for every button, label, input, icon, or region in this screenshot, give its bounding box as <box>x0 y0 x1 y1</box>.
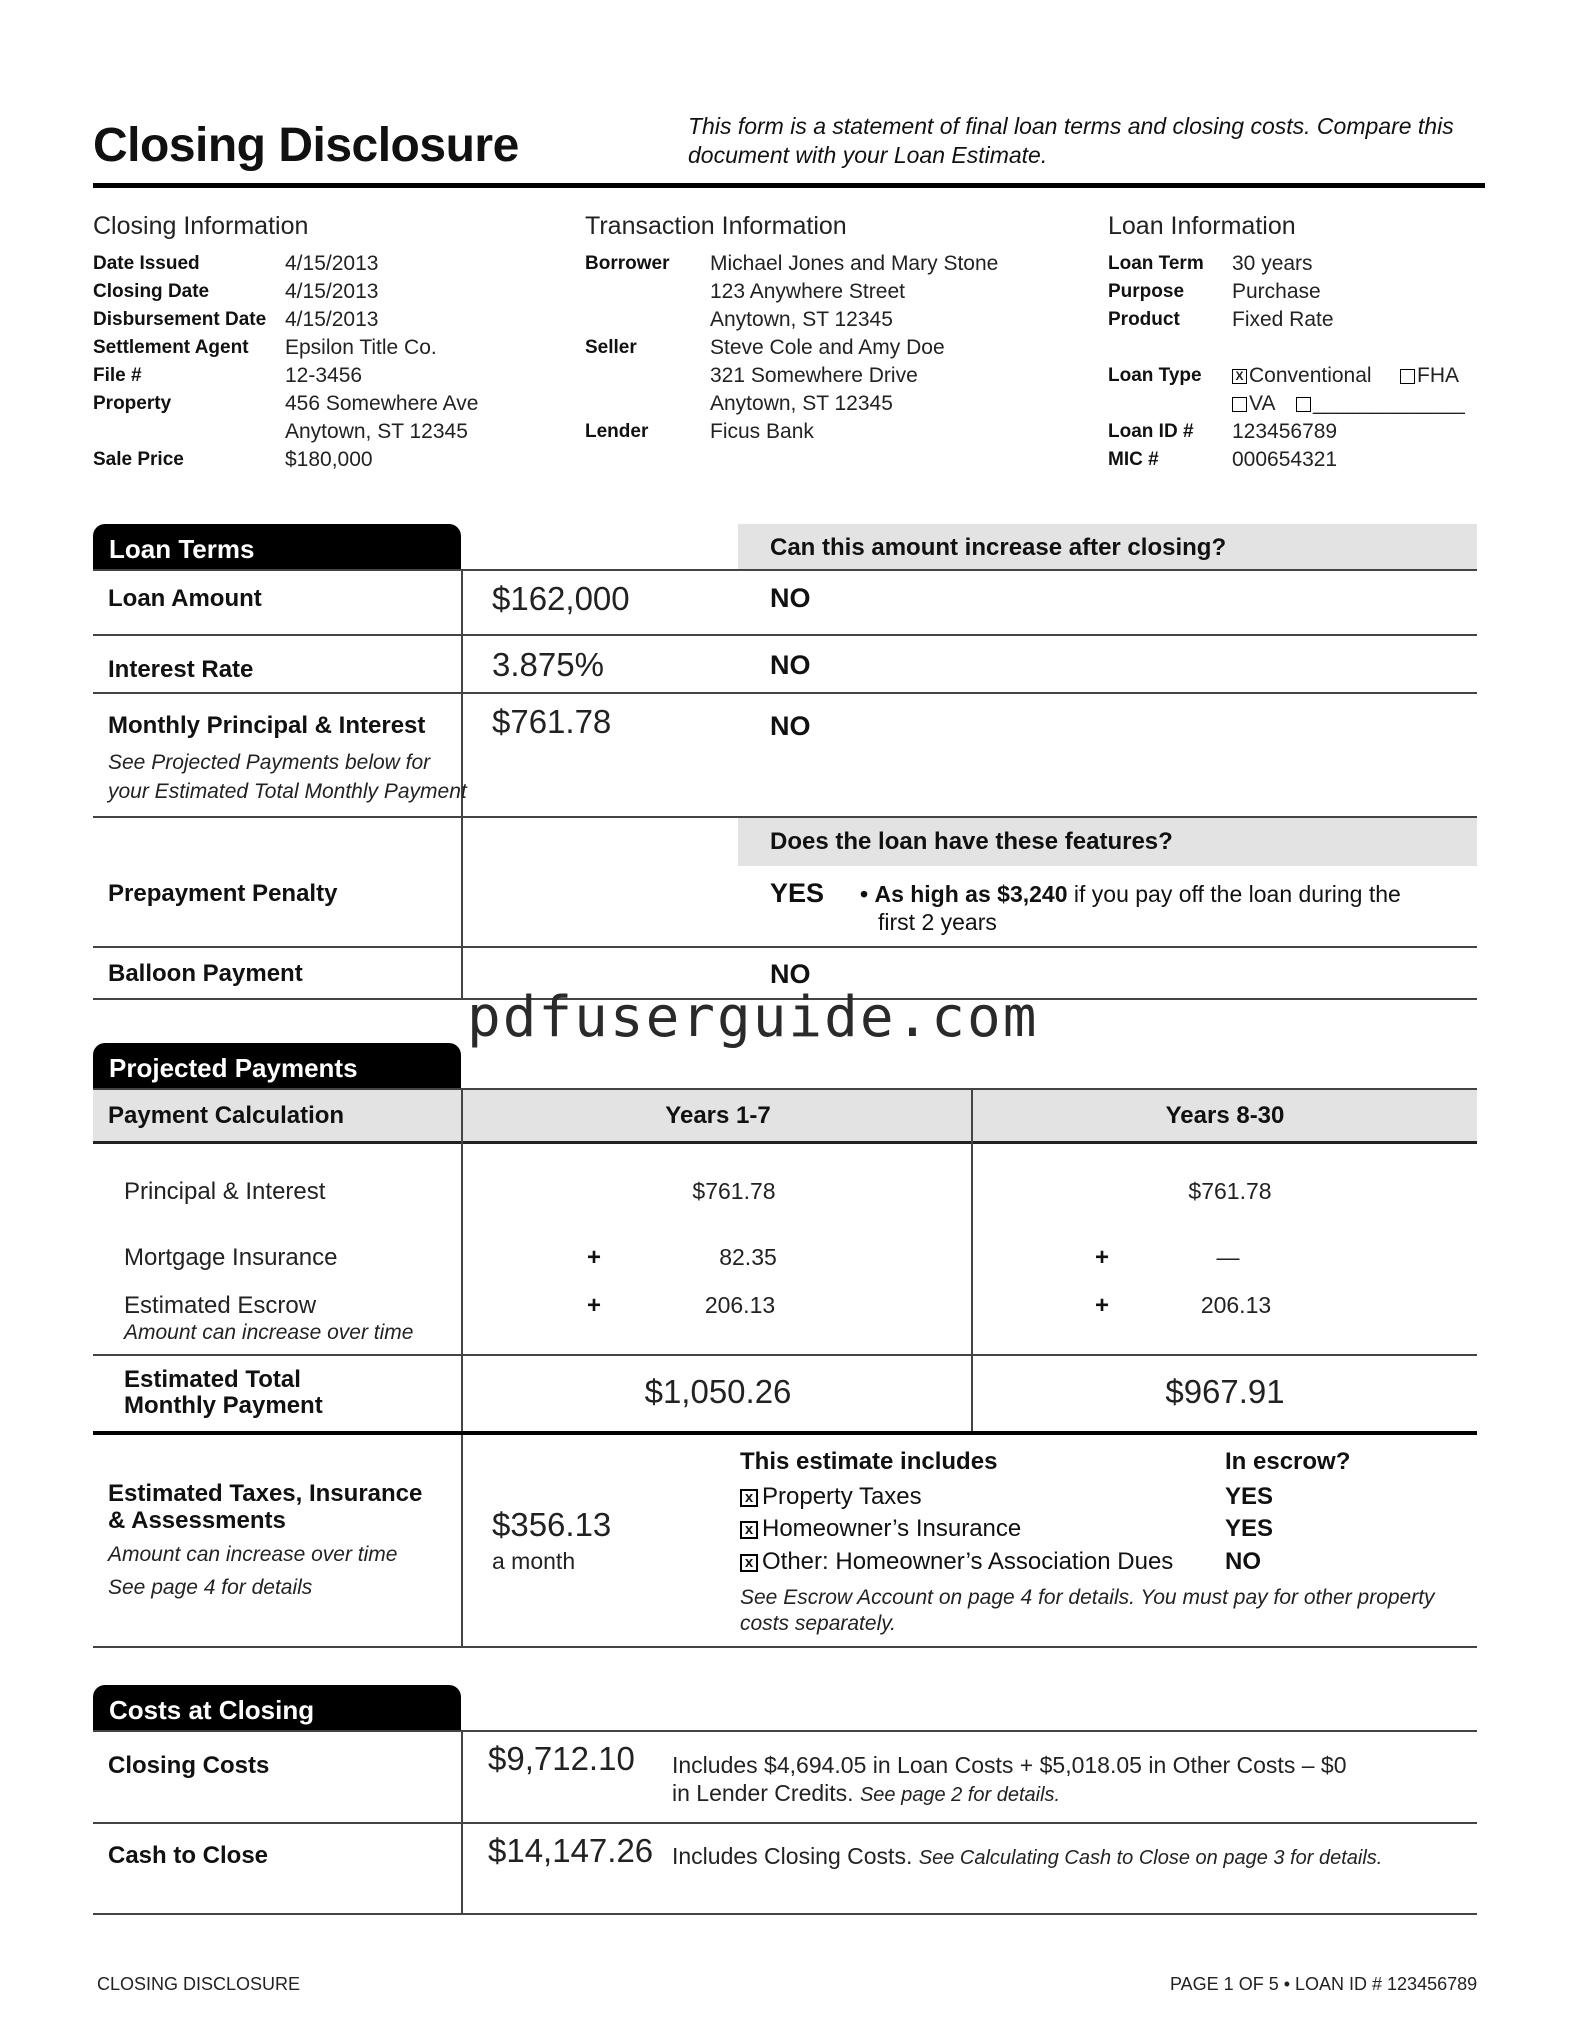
divider <box>93 1141 1477 1144</box>
watermark: pdfuserguide.com <box>467 985 1039 1050</box>
loan-type-va[interactable] <box>1232 390 1275 418</box>
borrower-address-line1: 123 Anywhere Street <box>710 280 905 303</box>
cash-to-close-desc-text: Includes Closing Costs. <box>672 1843 913 1869</box>
divider <box>93 1730 1477 1732</box>
taxes-note-1: Amount can increase over time <box>108 1543 398 1566</box>
closing-costs-amount: $9,712.10 <box>488 1740 635 1777</box>
payment-calculation-label: Payment Calculation <box>108 1102 345 1129</box>
features-question: Does the loan have these features? <box>770 828 1173 855</box>
escrow-years-8-30: 206.13 <box>1200 1292 1272 1318</box>
in-escrow-heading: In escrow? <box>1225 1448 1351 1475</box>
date-issued-label: Date Issued <box>93 253 200 274</box>
lender-value: Ficus Bank <box>710 420 814 443</box>
taxes-label-line1: Estimated Taxes, Insurance <box>108 1480 423 1507</box>
prepayment-penalty-detail <box>860 880 1460 909</box>
loan-term-label: Loan Term <box>1108 253 1204 274</box>
loan-amount-value: $162,000 <box>492 580 630 617</box>
total-years-8-30: $967.91 <box>1165 1373 1285 1410</box>
closing-costs-desc-2 <box>672 1780 1060 1807</box>
mortgage-insurance-label: Mortgage Insurance <box>124 1244 338 1271</box>
include-hoa-dues <box>740 1548 1173 1576</box>
divider <box>93 1646 1477 1648</box>
taxes-insurance-label <box>108 1480 422 1534</box>
plus-sign: + <box>1095 1244 1110 1271</box>
intro-text: This form is a statement of final loan terms and closing costs. Compare this document with your Loan Estimate. <box>688 113 1454 168</box>
loan-type-conventional[interactable] <box>1232 362 1372 390</box>
lender-label: Lender <box>585 421 649 442</box>
estimated-escrow-note: Amount can increase over time <box>124 1321 414 1344</box>
homeowners-insurance-checkbox-checked[interactable]: x <box>740 1521 758 1539</box>
cash-to-close-label: Cash to Close <box>108 1842 269 1869</box>
product-label: Product <box>1108 309 1180 330</box>
projected-payments-tab: Projected Payments <box>93 1043 461 1089</box>
balloon-payment-answer: NO <box>770 959 811 989</box>
va-checkbox[interactable] <box>1232 397 1247 412</box>
loan-type-label: Loan Type <box>1108 365 1202 386</box>
divider <box>93 634 1477 636</box>
property-label: Property <box>93 393 172 414</box>
fha-checkbox[interactable] <box>1400 369 1415 384</box>
pi-years-1-7: $761.78 <box>692 1178 776 1204</box>
date-issued-value: 4/15/2013 <box>285 252 379 275</box>
prepayment-detail-line2: first 2 years <box>878 909 997 935</box>
monthly-pi-label: Monthly Principal & Interest <box>108 712 426 739</box>
prepayment-penalty-answer: YES <box>770 878 825 908</box>
purpose-label: Purpose <box>1108 281 1185 302</box>
divider <box>93 1431 1477 1435</box>
disbursement-date-value: 4/15/2013 <box>285 308 379 331</box>
estimated-total-line1: Estimated Total <box>124 1366 301 1393</box>
pi-years-8-30: $761.78 <box>1188 1178 1272 1204</box>
other-type-blank: _____________ <box>1313 392 1465 415</box>
monthly-pi-answer: NO <box>770 711 811 741</box>
homeowners-insurance-label: Homeowner’s Insurance <box>762 1515 1022 1542</box>
borrower-address-line2: Anytown, ST 12345 <box>710 308 893 331</box>
sale-price-value: $180,000 <box>285 448 373 471</box>
closing-date-value: 4/15/2013 <box>285 280 379 303</box>
plus-sign: + <box>1095 1292 1110 1319</box>
prepayment-max-amount: As high as $3,240 <box>874 881 1068 907</box>
taxes-label-line2: & Assessments <box>108 1507 286 1534</box>
file-number-label: File # <box>93 365 142 386</box>
seller-address-line1: 321 Somewhere Drive <box>710 364 918 387</box>
prepayment-penalty-label: Prepayment Penalty <box>108 880 338 907</box>
loan-terms-tab: Loan Terms <box>93 524 461 570</box>
fha-label: FHA <box>1417 364 1459 387</box>
taxes-period: a month <box>492 1548 576 1574</box>
mi-years-1-7: 82.35 <box>719 1244 777 1270</box>
property-taxes-escrow: YES <box>1225 1483 1274 1510</box>
principal-interest-label: Principal & Interest <box>124 1178 326 1205</box>
borrower-label: Borrower <box>585 253 670 274</box>
property-taxes-checkbox-checked[interactable]: x <box>740 1489 758 1507</box>
closing-date-label: Closing Date <box>93 281 210 302</box>
include-property-taxes <box>740 1483 922 1511</box>
hoa-dues-label: Other: Homeowner’s Association Dues <box>762 1548 1174 1575</box>
other-type-checkbox[interactable] <box>1296 397 1311 412</box>
product-value: Fixed Rate <box>1232 308 1334 331</box>
interest-rate-value: 3.875% <box>492 646 604 683</box>
estimated-total-line2: Monthly Payment <box>124 1392 323 1419</box>
divider <box>93 1822 1477 1824</box>
mic-value: 000654321 <box>1232 448 1338 471</box>
sale-price-label: Sale Price <box>93 449 184 470</box>
years-1-7-header: Years 1-7 <box>665 1102 771 1129</box>
taxes-amount: $356.13 <box>492 1506 612 1543</box>
estimated-total-label <box>124 1367 323 1419</box>
interest-rate-answer: NO <box>770 650 811 680</box>
property-line1: 456 Somewhere Ave <box>285 392 479 415</box>
divider <box>93 569 1477 571</box>
estimate-includes-heading: This estimate includes <box>740 1448 998 1475</box>
closing-costs-see-page: See page 2 for details. <box>859 1784 1061 1806</box>
divider <box>93 1354 1477 1356</box>
closing-costs-desc-1: Includes $4,694.05 in Loan Costs + $5,018.05 in Other Costs – $0 <box>672 1752 1347 1778</box>
monthly-pi-value: $761.78 <box>492 703 612 740</box>
loan-id-value: 123456789 <box>1232 420 1338 443</box>
cash-to-close-amount: $14,147.26 <box>488 1832 654 1869</box>
taxes-note-2: See page 4 for details <box>108 1576 313 1599</box>
include-homeowners-insurance <box>740 1515 1021 1543</box>
increase-question: Can this amount increase after closing? <box>770 534 1227 561</box>
plus-sign: + <box>587 1244 602 1271</box>
years-8-30-header: Years 8-30 <box>1165 1102 1285 1129</box>
property-taxes-label: Property Taxes <box>762 1483 922 1510</box>
file-number-value: 12-3456 <box>285 364 363 387</box>
prepayment-detail-text: if you pay off the loan during the <box>1073 881 1401 907</box>
mic-label: MIC # <box>1108 449 1159 470</box>
total-years-1-7: $1,050.26 <box>644 1373 792 1410</box>
loan-term-value: 30 years <box>1232 252 1313 275</box>
loan-type-other[interactable] <box>1296 390 1465 418</box>
borrower-name: Michael Jones and Mary Stone <box>710 252 999 275</box>
mi-years-8-30: — <box>1216 1244 1240 1270</box>
escrow-footnote: See Escrow Account on page 4 for details. You must pay for other property costs separately. <box>740 1586 1435 1635</box>
lender-credits-text: in Lender Credits. <box>672 1780 854 1806</box>
homeowners-insurance-escrow: YES <box>1225 1515 1274 1542</box>
conventional-label: Conventional <box>1249 364 1372 387</box>
transaction-info-heading: Transaction Information <box>585 212 847 240</box>
seller-name: Steve Cole and Amy Doe <box>710 336 945 359</box>
footer-page-info: PAGE 1 OF 5 • LOAN ID # 123456789 <box>1170 1974 1478 1994</box>
hoa-dues-checkbox-checked[interactable]: x <box>740 1554 758 1572</box>
seller-address-line2: Anytown, ST 12345 <box>710 392 893 415</box>
estimated-escrow-label: Estimated Escrow <box>124 1292 317 1319</box>
hoa-dues-escrow: NO <box>1225 1548 1261 1575</box>
property-line2: Anytown, ST 12345 <box>285 420 468 443</box>
loan-amount-answer: NO <box>770 583 811 613</box>
seller-label: Seller <box>585 337 637 358</box>
cash-to-close-see-page: See Calculating Cash to Close on page 3 for details. <box>918 1847 1383 1869</box>
settlement-agent-value: Epsilon Title Co. <box>285 336 437 359</box>
conventional-checkbox-checked[interactable]: X <box>1232 369 1247 384</box>
bullet: • <box>860 881 869 907</box>
settlement-agent-label: Settlement Agent <box>93 337 249 358</box>
cash-to-close-desc <box>672 1843 1382 1870</box>
purpose-value: Purchase <box>1232 280 1321 303</box>
divider <box>93 692 1477 694</box>
escrow-years-1-7: 206.13 <box>704 1292 776 1318</box>
loan-id-label: Loan ID # <box>1108 421 1194 442</box>
page-title: Closing Disclosure <box>93 119 519 172</box>
loan-type-fha[interactable] <box>1400 362 1459 390</box>
closing-costs-label: Closing Costs <box>108 1752 270 1779</box>
va-label: VA <box>1249 392 1276 415</box>
costs-at-closing-tab: Costs at Closing <box>93 1685 461 1731</box>
divider <box>93 946 1477 948</box>
monthly-pi-note: See Projected Payments below for your Estimated Total Monthly Payment <box>108 751 467 803</box>
disbursement-date-label: Disbursement Date <box>93 309 267 330</box>
interest-rate-label: Interest Rate <box>108 656 254 683</box>
loan-info-heading: Loan Information <box>1108 212 1296 240</box>
header-divider <box>93 183 1485 188</box>
closing-info-heading: Closing Information <box>93 212 309 240</box>
footer-left: CLOSING DISCLOSURE <box>97 1974 301 1994</box>
balloon-payment-label: Balloon Payment <box>108 960 303 987</box>
plus-sign: + <box>587 1292 602 1319</box>
loan-amount-label: Loan Amount <box>108 585 262 612</box>
divider <box>93 1913 1477 1915</box>
column-divider <box>461 1088 463 1648</box>
